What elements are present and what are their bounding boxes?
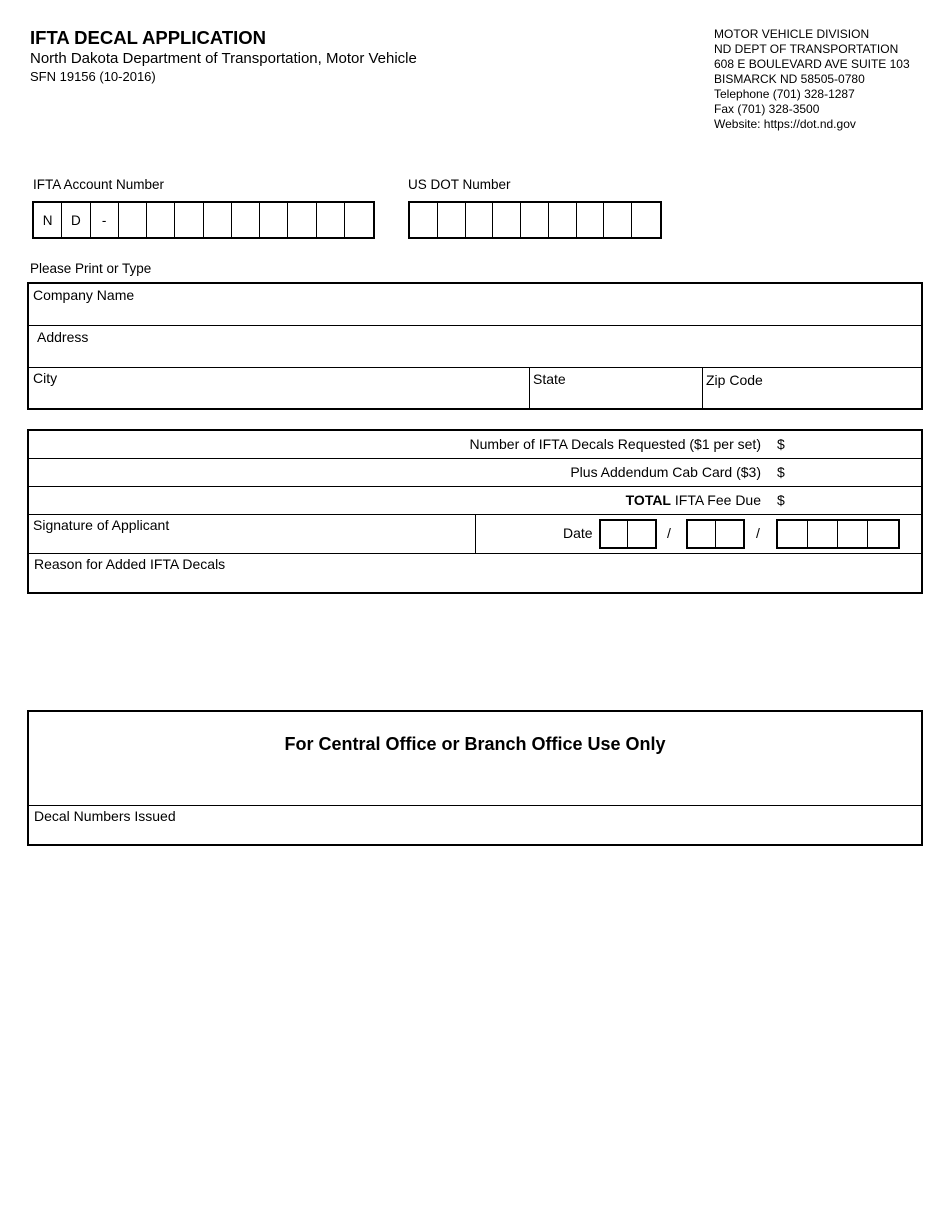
office-use-title: For Central Office or Branch Office Use Only [284, 734, 666, 754]
ifta-account-box[interactable] [204, 203, 232, 237]
company-info-table [27, 282, 923, 410]
dollar-sign: $ [777, 436, 785, 452]
date-box[interactable] [868, 521, 898, 547]
reason-label: Reason for Added IFTA Decals [34, 556, 226, 572]
ifta-account-label: IFTA Account Number [33, 177, 165, 192]
signature-field[interactable] [29, 515, 475, 554]
decals-requested-row[interactable] [29, 431, 921, 459]
date-box[interactable] [778, 521, 808, 547]
total-bold-label: TOTAL [625, 492, 671, 508]
date-year-field[interactable] [776, 519, 900, 549]
signature-label: Signature of Applicant [33, 517, 170, 533]
agency-line: Website: https://dot.nd.gov [714, 117, 856, 131]
ifta-account-box[interactable] [232, 203, 260, 237]
ifta-account-char: D [62, 203, 90, 237]
zip-code-label: Zip Code [706, 372, 763, 388]
us-dot-box[interactable] [604, 203, 632, 237]
ifta-account-box[interactable] [345, 203, 373, 237]
ifta-account-box[interactable] [317, 203, 345, 237]
date-label: Date [563, 525, 593, 541]
date-box[interactable] [716, 521, 743, 547]
us-dot-box[interactable] [438, 203, 466, 237]
us-dot-label: US DOT Number [408, 177, 511, 192]
decals-requested-label: Number of IFTA Decals Requested ($1 per set) [469, 436, 761, 452]
company-name-field[interactable] [29, 284, 921, 326]
date-box[interactable] [628, 521, 655, 547]
city-label: City [33, 370, 58, 386]
state-label: State [533, 371, 566, 387]
department-name: North Dakota Department of Transportation, Motor Vehicle [30, 50, 417, 67]
agency-line: Telephone (701) 328-1287 [714, 87, 855, 101]
ifta-account-char: - [91, 203, 119, 237]
date-month-field[interactable] [599, 519, 657, 549]
date-separator: / [667, 525, 671, 541]
agency-line: ND DEPT OF TRANSPORTATION [714, 42, 899, 56]
office-use-header [29, 712, 921, 806]
company-name-label: Company Name [33, 287, 135, 303]
addendum-cab-card-row[interactable] [29, 459, 921, 487]
us-dot-box[interactable] [521, 203, 549, 237]
city-field[interactable] [29, 368, 529, 408]
ifta-account-box[interactable] [147, 203, 175, 237]
state-field[interactable] [530, 368, 702, 408]
us-dot-box[interactable] [493, 203, 521, 237]
address-label: Address [37, 329, 89, 345]
date-separator: / [756, 525, 760, 541]
date-box[interactable] [808, 521, 838, 547]
date-box[interactable] [601, 521, 628, 547]
print-instruction: Please Print or Type [30, 261, 152, 276]
decal-numbers-label: Decal Numbers Issued [34, 808, 176, 824]
total-fee-text: IFTA Fee Due [674, 492, 761, 508]
total-fee-label [626, 492, 761, 508]
decal-numbers-field[interactable] [29, 806, 921, 844]
office-use-section [27, 710, 923, 846]
agency-address-block [714, 27, 910, 132]
us-dot-box[interactable] [410, 203, 438, 237]
ifta-account-box[interactable] [175, 203, 203, 237]
ifta-account-box[interactable] [260, 203, 288, 237]
date-box[interactable] [688, 521, 716, 547]
agency-line: MOTOR VEHICLE DIVISION [714, 27, 870, 41]
dollar-sign: $ [777, 464, 785, 480]
agency-line: Fax (701) 328-3500 [714, 102, 820, 116]
reason-field[interactable] [29, 554, 921, 592]
us-dot-box[interactable] [549, 203, 577, 237]
total-fee-row[interactable] [29, 487, 921, 515]
ifta-account-box[interactable] [119, 203, 147, 237]
us-dot-box[interactable] [577, 203, 605, 237]
dollar-sign: $ [777, 492, 785, 508]
us-dot-box[interactable] [466, 203, 494, 237]
agency-line: 608 E BOULEVARD AVE SUITE 103 [714, 57, 910, 71]
date-day-field[interactable] [686, 519, 745, 549]
us-dot-box[interactable] [632, 203, 660, 237]
address-field[interactable] [29, 326, 921, 368]
ifta-account-char: N [34, 203, 62, 237]
form-title: IFTA DECAL APPLICATION [30, 27, 267, 48]
date-box[interactable] [838, 521, 868, 547]
ifta-account-box[interactable] [288, 203, 316, 237]
zip-code-field[interactable] [703, 368, 921, 408]
ifta-account-field[interactable] [32, 201, 375, 239]
addendum-cab-card-label: Plus Addendum Cab Card ($3) [570, 464, 761, 480]
fee-table [27, 429, 923, 594]
us-dot-field[interactable] [408, 201, 662, 239]
agency-line: BISMARCK ND 58505-0780 [714, 72, 865, 86]
form-number: SFN 19156 (10-2016) [30, 69, 156, 84]
